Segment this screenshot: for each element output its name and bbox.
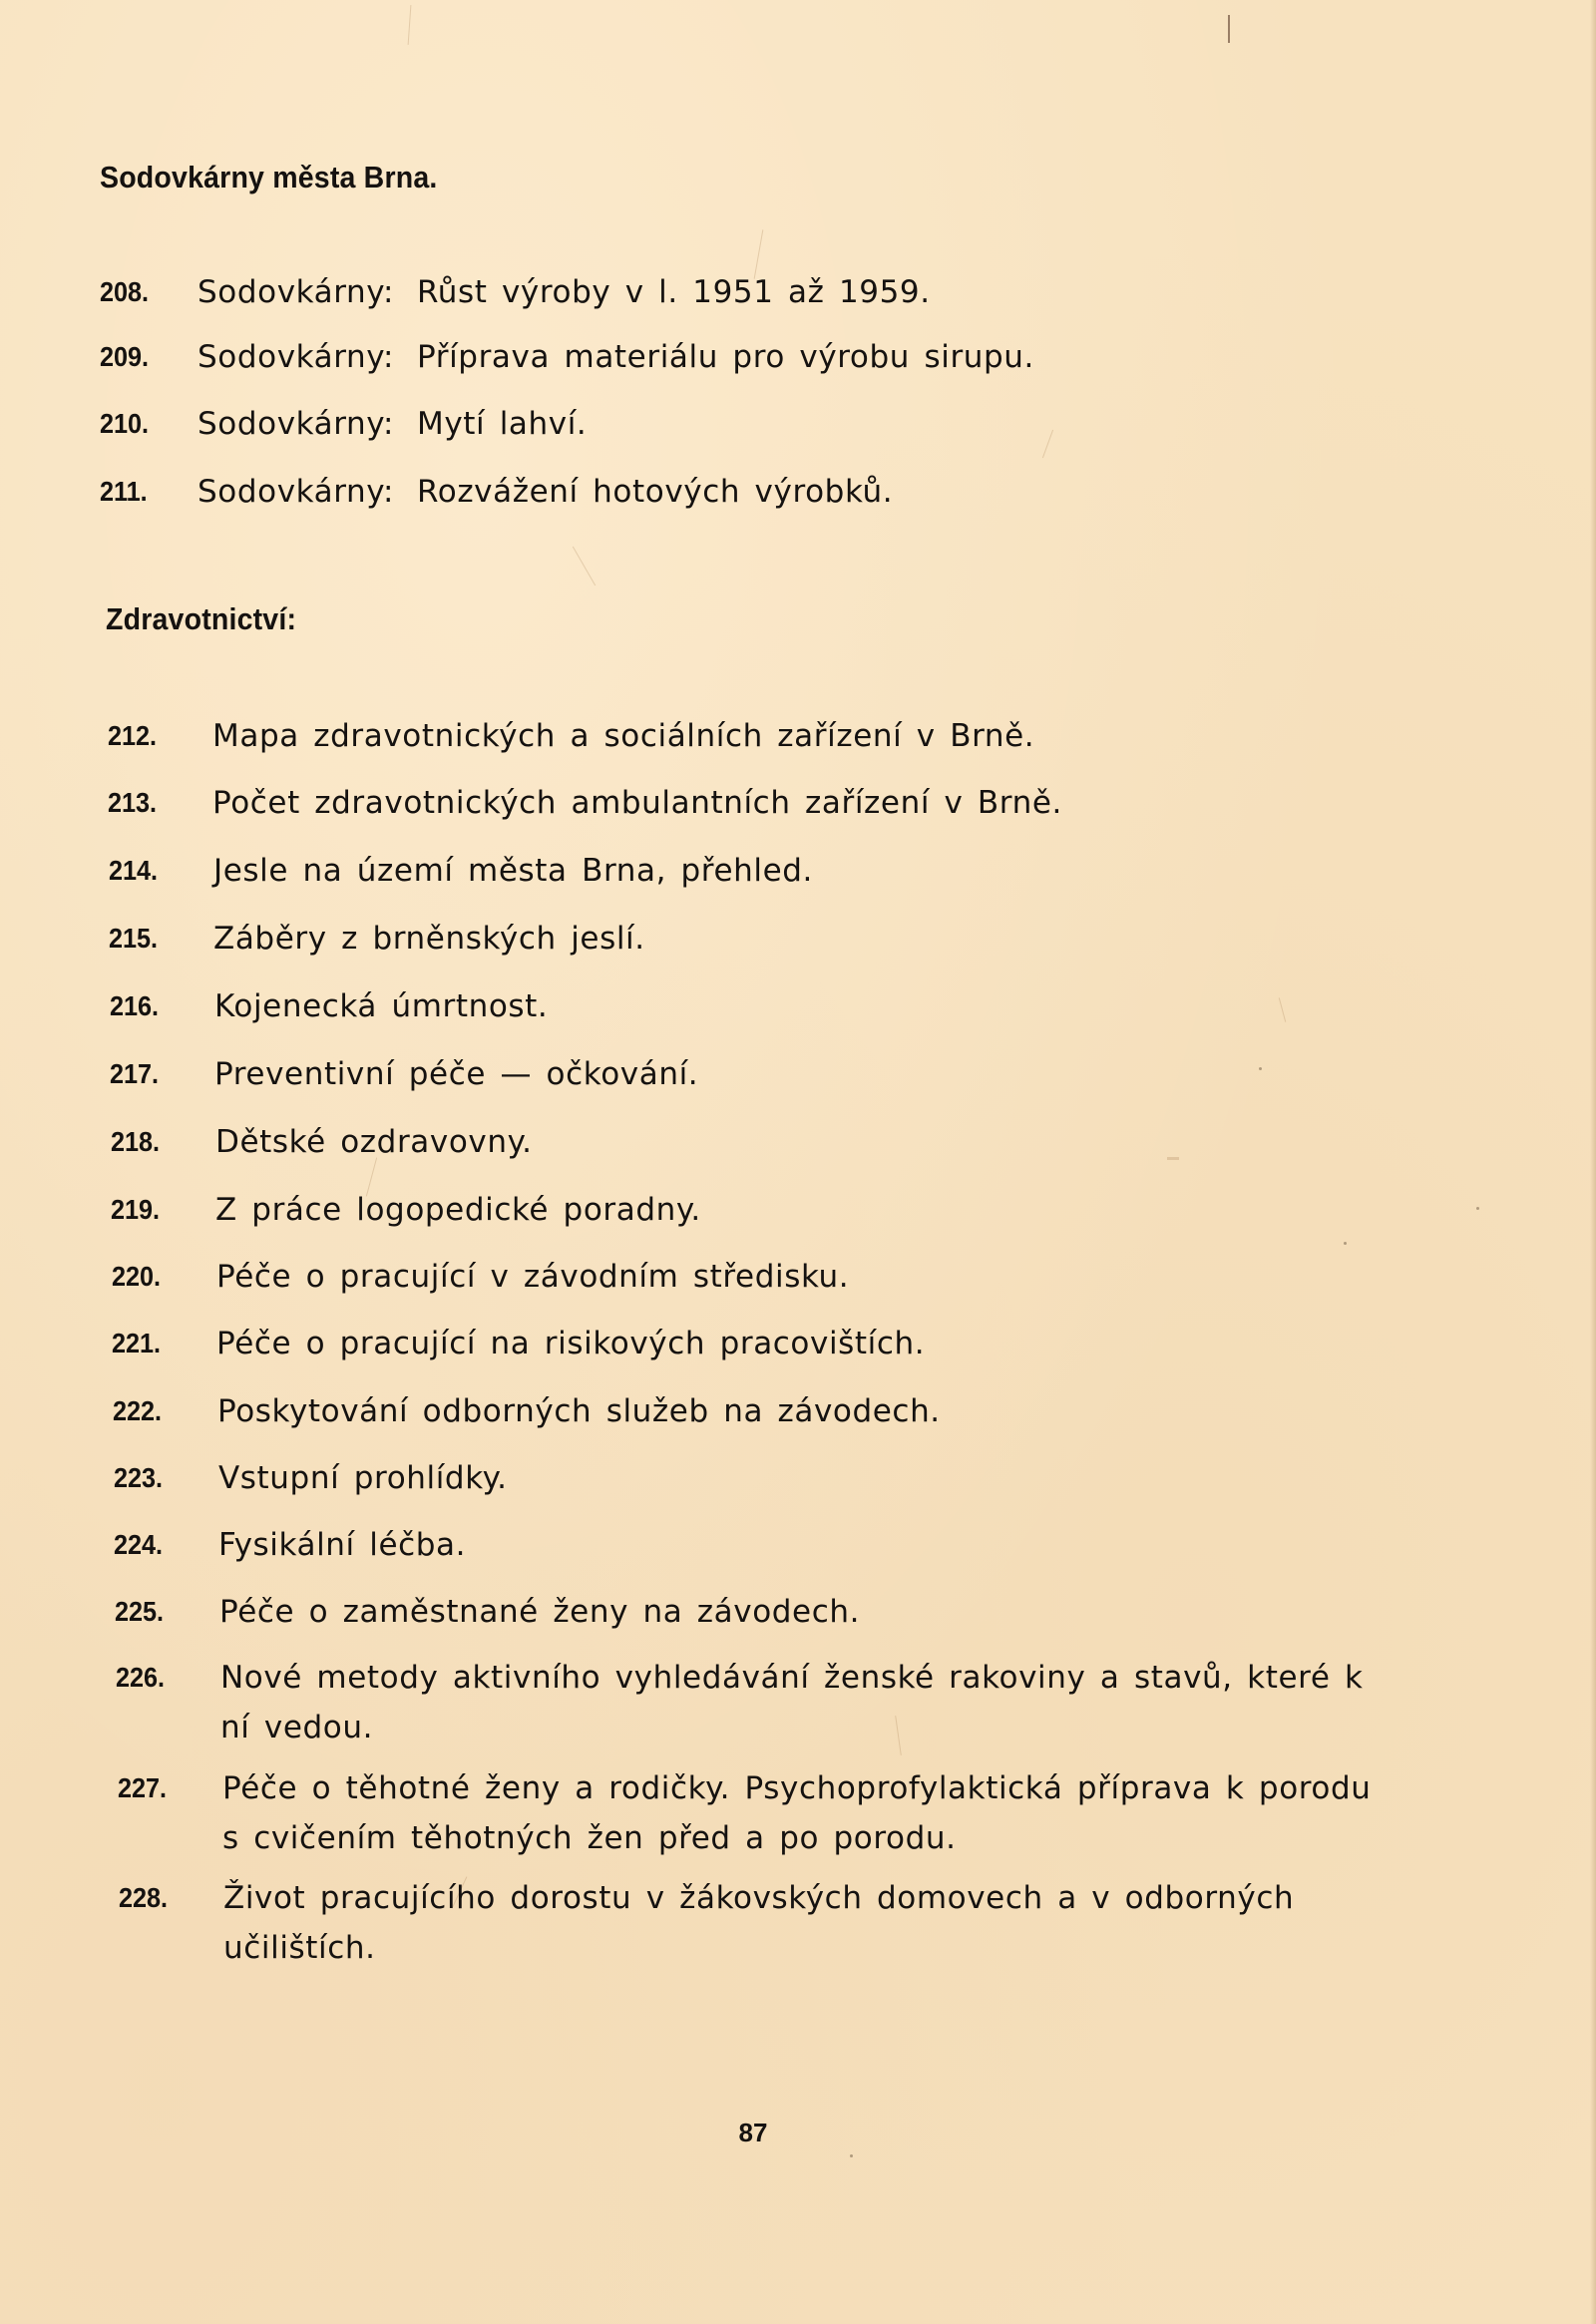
item-text: Fysikální léčba. [218,1527,467,1563]
item-number: 214. [109,855,159,886]
item-prefix: Sodovkárny: [198,274,395,310]
item-prefix: Sodovkárny: [198,339,395,375]
item-text: Příprava materiálu pro výrobu sirupu. [417,339,1035,375]
item-text: Poskytování odborných služeb na závodech. [217,1393,941,1429]
item-text: Růst výroby v l. 1951 až 1959. [417,274,931,310]
item-number: 223. [114,1462,164,1493]
item-text: Záběry z brněnských jeslí. [213,921,645,957]
list-item [110,1049,1426,1099]
item-number: 212. [108,720,158,751]
item-text: Kojenecká úmrtnost. [214,988,549,1024]
list-item [109,914,1425,964]
item-number: 228. [119,1882,169,1913]
list-item [108,711,1424,761]
item-number: 215. [109,923,159,954]
item-number: 216. [110,990,160,1021]
item-text: Počet zdravotnických ambulantních zařízení v Brně. [212,785,1062,821]
paper-fiber [573,547,596,585]
item-number: 226. [116,1662,166,1693]
item-number: 222. [113,1395,163,1426]
list-item [119,1873,1396,1973]
item-number: 211. [100,476,148,507]
list-item [109,846,1425,896]
list-item [114,1453,1430,1503]
list-item [114,1520,1430,1570]
list-item [110,981,1426,1031]
list-item [100,399,1416,449]
page-number: 87 [738,2118,768,2147]
item-number: 217. [110,1058,160,1089]
item-number: 220. [112,1261,162,1292]
item-number: 213. [108,787,158,818]
paper-fiber [408,5,412,45]
item-text: Péče o pracující na risikových pracovištích. [216,1326,926,1361]
item-text: Mapa zdravotnických a sociálních zařízení v Brně. [212,718,1035,754]
list-item [116,1653,1393,1752]
list-item [112,1319,1428,1368]
item-text: Mytí lahví. [417,406,588,442]
list-item [111,1185,1427,1235]
paper-speck [850,2154,853,2157]
item-number: 227. [118,1772,168,1803]
item-text: Život pracujícího dorostu v žákovských domovech a v odborných učilištích. [223,1880,1295,1966]
section-heading-soda-works: Sodovkárny města Brna. [100,160,438,194]
item-number: 218. [111,1126,161,1157]
item-number: 208. [100,276,150,307]
item-number: 219. [111,1194,161,1225]
paper-speck [1476,1207,1479,1210]
item-text: Péče o zaměstnané ženy na závodech. [219,1594,861,1630]
item-number: 225. [115,1596,165,1627]
item-text: Preventivní péče — očkování. [214,1056,699,1092]
list-item [112,1252,1428,1302]
section-heading-healthcare: Zdravotnictví: [106,601,297,636]
list-item [113,1386,1429,1436]
item-text: Rozvážení hotových výrobků. [417,474,894,510]
item-text: Vstupní prohlídky. [218,1460,508,1496]
item-text: Jesle na území města Brna, přehled. [213,853,813,889]
list-item [100,267,1416,317]
item-number: 209. [100,341,150,372]
item-number: 224. [114,1529,164,1560]
list-item [118,1763,1395,1863]
list-item [115,1587,1431,1637]
list-item [111,1117,1427,1167]
list-item [100,467,1416,517]
paper-fiber [1228,15,1230,43]
item-number: 210. [100,408,150,439]
paper-speck [1344,1242,1347,1245]
item-text: Péče o pracující v závodním středisku. [216,1259,850,1295]
list-item [108,778,1424,828]
item-text: Nové metody aktivního vyhledávání ženské rakoviny a stavů, které k ní vedou. [220,1660,1364,1745]
list-item [100,332,1416,382]
item-text: Z práce logopedické poradny. [215,1192,701,1228]
item-text: Péče o těhotné ženy a rodičky. Psychoprofylaktická příprava k porodu s cvičením těhotných žen před a po porodu. [222,1770,1372,1856]
item-number: 221. [112,1328,162,1358]
item-prefix: Sodovkárny: [198,406,395,442]
page-edge-shadow [1590,0,1596,2324]
item-text: Dětské ozdravovny. [215,1124,533,1160]
item-prefix: Sodovkárny: [198,474,395,510]
